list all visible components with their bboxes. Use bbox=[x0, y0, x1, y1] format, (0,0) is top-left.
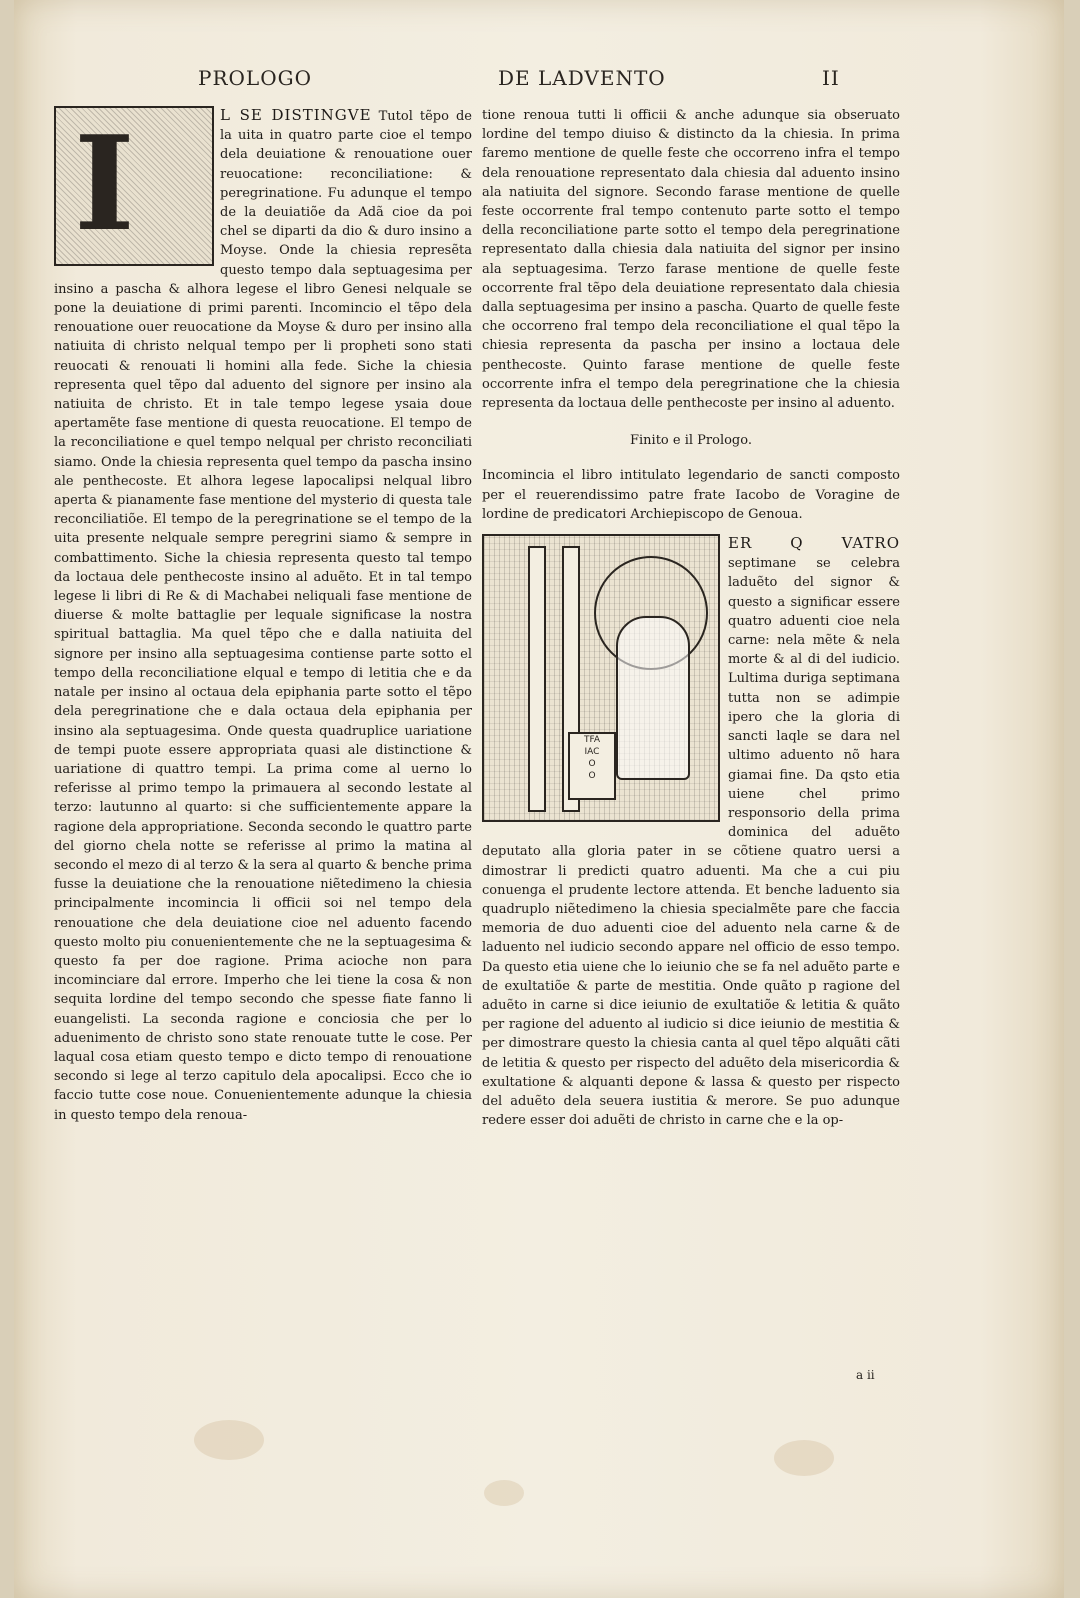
advent-text: septimane se celebra laduẽto del signor & questo a significar essere quatro aduenti cioe nela carne: nela mẽte & nela morte & al di del iudicio. Lultima duriga septimana tutta non se adimpie ipero che la gloria di sancti laqle se dara nel ultimo aduento nõ hara giamai fine. Da qsto etia uiene chel primo responsorio della prima dominica del aduẽto deputato alla gloria pater in se cõtiene quatro uersi a dimostrar li predicti quatro aduenti. Ma che a cui piu conuenga el prudente lectore attenda. Et benche laduento sia quadruplo niẽtedimeno la chiesia specialmẽte pare che faccia memoria de duo aduenti cioe del aduento nela carne & de laduento nel iudicio secondo appare nel officio de esso tempo. Da questo etia uiene che lo ieiunio che se fa nel aduẽto parte e de exultatiõe & parte de mestitia. Onde quãto p ragione del aduẽto in carne si dice ieiunio de exultatiõe & letitia & quãto per ragione del aduento al iudicio si dice ieiunio de mestitia & per dimostrare questo la chiesia canta al quel tẽpo alquãti cãti de letitia & questo per rispecto del aduẽto dela misericordia & exultatione & alquanti depone & lassa & questo per rispecto del aduẽto dela seuera iustitia & merore. Se puo adunque redere esser doi aduẽti de christo in carne che e la op- bbox=[482, 556, 900, 1129]
woodcut-figure bbox=[616, 616, 690, 780]
running-header-left: PROLOGO bbox=[198, 66, 312, 90]
woodcut-pillar bbox=[528, 546, 546, 812]
paper-stain bbox=[194, 1420, 264, 1460]
right-column bbox=[482, 106, 900, 1130]
folio-number: II bbox=[822, 66, 840, 90]
prologue-end-heading: Finito e il Prologo. bbox=[630, 433, 752, 449]
paper-stain bbox=[484, 1480, 524, 1506]
chapter-opening-caps: ER Q VATRO bbox=[728, 534, 900, 553]
incipit-text: Incomincia el libro intitulato legendario de sancti composto per el reuerendissimo patre frate Iacobo de Voragine de lordine de predicatori Archiepiscopo de Genoua. bbox=[482, 468, 900, 522]
woodcut-initial bbox=[54, 106, 214, 266]
left-column bbox=[54, 106, 472, 1125]
running-header-center: DE LADVENTO bbox=[498, 66, 666, 90]
paper-stain bbox=[774, 1440, 834, 1476]
opening-caps: L SE DISTINGVE bbox=[220, 106, 372, 124]
woodcut-tablet: TFA IAC O O bbox=[568, 732, 616, 800]
woodcut-illustration bbox=[482, 534, 720, 822]
prologue-continuation: tione renoua tutti li officii & anche adunque sia obseruato lordine del tempo diuiso & distincto da la chiesia. In prima faremo mentione de quelle feste che occorreno infra el tempo dela renouatione representato dala chiesia dal aduento insino ala natiuita del signore. Secondo farase mentione de quelle feste occorrente fral tempo contenuto parte sotto el tempo della reconciliatione parte sotto el tempo dela peregrinatione representato dalla chiesia dala natiuita del signor per insino ala septuagesima. Terzo farase mentione de quelle feste occorrente fral tẽpo dela deuiatione representato dala chiesia dalla septuagesima per insino a pascha. Quarto de quelle feste che occorreno fral tempo dela reconciliatione el qual tẽpo la chiesia representa da pascha per insino a loctaua dele penthecoste. Quinto farase mentione de quelle feste occorrente infra el tempo dela peregrinatione che la chiesia representa da loctaua delle penthecoste per insino al aduento. bbox=[482, 108, 900, 412]
initial-letter: I bbox=[74, 107, 135, 260]
signature-mark: a ii bbox=[856, 1368, 875, 1382]
book-page bbox=[14, 0, 1064, 1598]
prologue-text: Tutol tẽpo de la uita in quatro parte cioe el tempo dela deuiatione & renouatione ouer reuocatione: reconciliatione: & peregrinatione. Fu adunque el tempo de la deuiatiõe da Adã cioe da poi chel se diparti da dio & duro insino a Moyse. Onde la chiesia represẽta questo tempo dala septuagesima per insino a pascha & alhora legese el libro Genesi nelquale se pone la deuiatione di primi parenti. Incomincio el tẽpo dela renouatione ouer reuocatione da Moyse & duro per insino alla natiuita di christo nelqual tempo per li propheti sono stati reuocati & renouati li homini alla fede. Siche la chiesia representa quel tẽpo dal aduento del signore per insino ala natiuita de christo. Et in tale tempo legese ysaia doue apertamẽte fase mentione di questa reuocatione. El tempo de la reconciliatione e quel tempo nelqual per christo reconciliati siamo. Onde la chiesia representa quel tempo da pascha insino ale penthecoste. Et alhora legese lapocalipsi nelqual libro aperta & pianamente fase mentione del mysterio di questa tale reconciliatiõe. El tempo de la peregrinatione se el tempo de la uita presente nelquale sempre peregrini siamo & sempre in combattimento. Siche la chiesia representa questo tal tempo da loctaua dele penthecoste insino al aduẽto. Et in tal tempo legese li libri di Re & di Machabei neliquali fase mentione de diuerse & molte battaglie per lequale significase la nostra spiritual battaglia. Ma quel tẽpo che e dalla natiuita del signore per insino alla septuagesima contiense parte sotto el tempo della reconciliatione elqual e tempo di letitia che e da natale per insino al octaua dela epiphania parte sotto el tẽpo dela peregrinatione che e dala octaua dela epiphania per insino ala septuagesima. Onde questa quadruplice uariatione de tempi puote essere appropriata quasi ale distinctione & uariatione di quattro tempi. La prima come al uerno lo referisse al primo tempo la primauera al secondo lestate al terzo: lautunno al quarto: si che sufficientemente appare la ragione dela appropriatione. Seconda secondo le quattro parte del giorno chela notte se referisse al primo la matina al secondo el mezo di al terzo & la sera al quarto & benche prima fusse la deuiatione che la renouatione niẽtedimeno la chiesia principalmente incomincia li officii soi nel tempo dela renouatione che dela deuiatione cioe nel aduento facendo questo molto piu conuenientemente che ne la septuagesima & questo fa per doe ragione. Prima acioche non para incominciare dal errore. Imperho che lei tiene la cosa & non sequita lordine del tempo secondo che spesse fiate fanno li euangelisti. La seconda ragione e conciosia che per lo aduenimento de christo sono state renouate tutte le cose. Per laqual cosa etiam questo tempo e dicto tempo di renouatione secondo si lege al terzo capitulo dela apocalipsi. Ecco che io faccio tutte cose noue. Conuenientemente adunque la chiesia in questo tempo dela renoua- bbox=[54, 109, 472, 1123]
